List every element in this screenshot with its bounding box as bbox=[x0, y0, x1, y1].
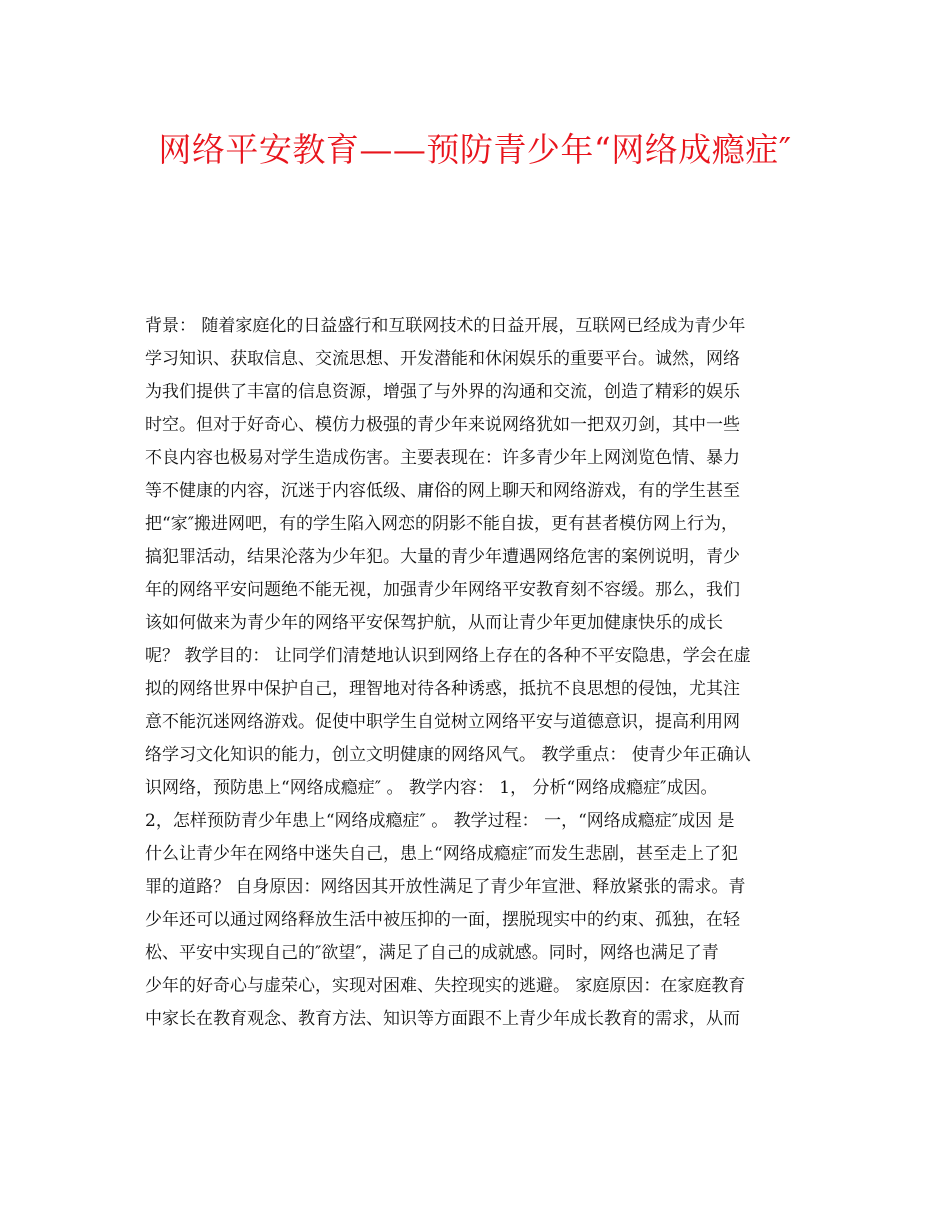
body-line: 把“家″搬进网吧，有的学生陷入网恋的阴影不能自拔，更有甚者模仿网上行为， bbox=[145, 514, 739, 534]
body-line: 罪的道路？ 自身原因：网络因其开放性满足了青少年宣泄、释放紧张的需求。青 bbox=[145, 877, 746, 897]
body-line: 背景： 随着家庭化的日益盛行和互联网技术的日益开展，互联网已经成为青少年 bbox=[145, 316, 746, 336]
body-line: 学习知识、获取信息、交流思想、开发潜能和休闲娱乐的重要平台。诚然，网络 bbox=[145, 349, 740, 369]
body-line: 络学习文化知识的能力，创立文明健康的网络风气。 教学重点： 使青少年正确认 bbox=[145, 745, 751, 765]
body-line: 不良内容也极易对学生造成伤害。主要表现在：许多青少年上网浏览色情、暴力 bbox=[145, 448, 740, 468]
body-line: 时空。但对于好奇心、模仿力极强的青少年来说网络犹如一把双刃剑，其中一些 bbox=[145, 415, 740, 435]
body-line: 拟的网络世界中保护自己，理智地对待各种诱惑，抵抗不良思想的侵蚀，尤其注 bbox=[145, 679, 740, 699]
body-line: 为我们提供了丰富的信息资源，增强了与外界的沟通和交流，创造了精彩的娱乐 bbox=[145, 382, 740, 402]
body-line: 少年还可以通过网络释放生活中被压抑的一面，摆脱现实中的约束、孤独，在轻 bbox=[145, 910, 740, 930]
body-line: 松、平安中实现自己的″欲望″，满足了自己的成就感。同时，网络也满足了青 bbox=[145, 943, 719, 963]
body-line: 少年的好奇心与虚荣心，实现对困难、失控现实的逃避。 家庭原因：在家庭教育 bbox=[145, 976, 746, 996]
body-line: 中家长在教育观念、教育方法、知识等方面跟不上青少年成长教育的需求，从而 bbox=[145, 1009, 740, 1029]
document-title: 网络平安教育——预防青少年“网络成瘾症″ bbox=[158, 130, 792, 169]
document-body bbox=[145, 310, 805, 1036]
body-line: 年的网络平安问题绝不能无视，加强青少年网络平安教育刻不容缓。那么，我们 bbox=[145, 580, 740, 600]
body-line: 意不能沉迷网络游戏。促使中职学生自觉树立网络平安与道德意识，提高利用网 bbox=[145, 712, 740, 732]
body-line: 等不健康的内容，沉迷于内容低级、庸俗的网上聊天和网络游戏，有的学生甚至 bbox=[145, 481, 740, 501]
body-line: 呢？ 教学目的： 让同学们清楚地认识到网络上存在的各种不平安隐患，学会在虚 bbox=[145, 646, 751, 666]
body-line: 识网络，预防患上“网络成瘾症″ 。 教学内容： 1， 分析“网络成瘾症″成因。 bbox=[145, 778, 718, 798]
body-line: 什么让青少年在网络中迷失自己，患上“网络成瘾症″而发生悲剧，甚至走上了犯 bbox=[145, 844, 739, 864]
body-line: 搞犯罪活动，结果沦落为少年犯。大量的青少年遭遇网络危害的案例说明，青少 bbox=[145, 547, 740, 567]
body-line: 2，怎样预防青少年患上“网络成瘾症″ 。 教学过程： 一，“网络成瘾症″成因 是 bbox=[145, 811, 735, 831]
body-line: 该如何做来为青少年的网络平安保驾护航，从而让青少年更加健康快乐的成长 bbox=[145, 613, 723, 633]
